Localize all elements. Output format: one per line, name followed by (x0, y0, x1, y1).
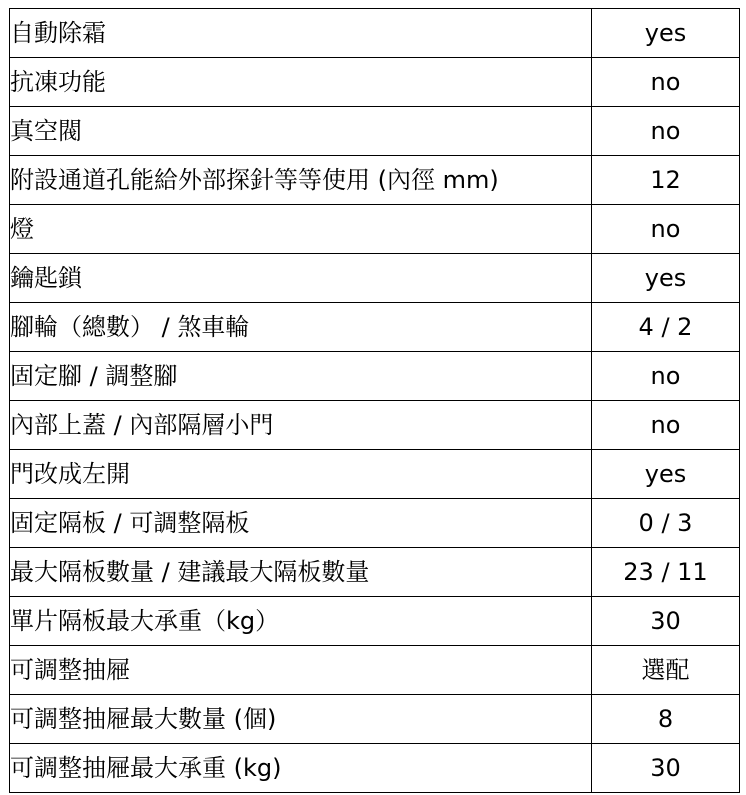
row-value: no (592, 58, 740, 107)
row-label: 自動除霜 (10, 9, 592, 58)
row-label: 固定隔板 / 可調整隔板 (10, 499, 592, 548)
table-row (10, 548, 740, 597)
row-value: no (592, 401, 740, 450)
spec-table (9, 8, 740, 793)
table-row (10, 107, 740, 156)
row-value: no (592, 205, 740, 254)
row-label: 內部上蓋 / 內部隔層小門 (10, 401, 592, 450)
table-row (10, 646, 740, 695)
row-value: 4 / 2 (592, 303, 740, 352)
row-label: 固定腳 / 調整腳 (10, 352, 592, 401)
row-value: 12 (592, 156, 740, 205)
row-label: 鑰匙鎖 (10, 254, 592, 303)
row-value: yes (592, 450, 740, 499)
table-row (10, 303, 740, 352)
row-value: yes (592, 9, 740, 58)
table-row (10, 58, 740, 107)
row-label: 可調整抽屜最大承重 (kg) (10, 744, 592, 793)
row-label: 門改成左開 (10, 450, 592, 499)
table-row (10, 597, 740, 646)
table-row (10, 9, 740, 58)
table-row (10, 450, 740, 499)
row-value: 0 / 3 (592, 499, 740, 548)
row-label: 最大隔板數量 / 建議最大隔板數量 (10, 548, 592, 597)
row-label: 燈 (10, 205, 592, 254)
row-label: 可調整抽屜最大數量 (個) (10, 695, 592, 744)
row-value: yes (592, 254, 740, 303)
row-value: 30 (592, 744, 740, 793)
table-row (10, 695, 740, 744)
row-value: 23 / 11 (592, 548, 740, 597)
row-label: 可調整抽屜 (10, 646, 592, 695)
table-row (10, 205, 740, 254)
row-label: 抗凍功能 (10, 58, 592, 107)
row-value: no (592, 107, 740, 156)
row-value: 8 (592, 695, 740, 744)
table-row (10, 254, 740, 303)
row-label: 附設通道孔能給外部探針等等使用 (內徑 mm) (10, 156, 592, 205)
row-label: 腳輪（總數） / 煞車輪 (10, 303, 592, 352)
table-row (10, 401, 740, 450)
row-label: 真空閥 (10, 107, 592, 156)
row-label: 單片隔板最大承重（kg） (10, 597, 592, 646)
row-value: 30 (592, 597, 740, 646)
row-value: no (592, 352, 740, 401)
table-row (10, 499, 740, 548)
table-row (10, 744, 740, 793)
table-row (10, 156, 740, 205)
row-value: 選配 (592, 646, 740, 695)
table-row (10, 352, 740, 401)
